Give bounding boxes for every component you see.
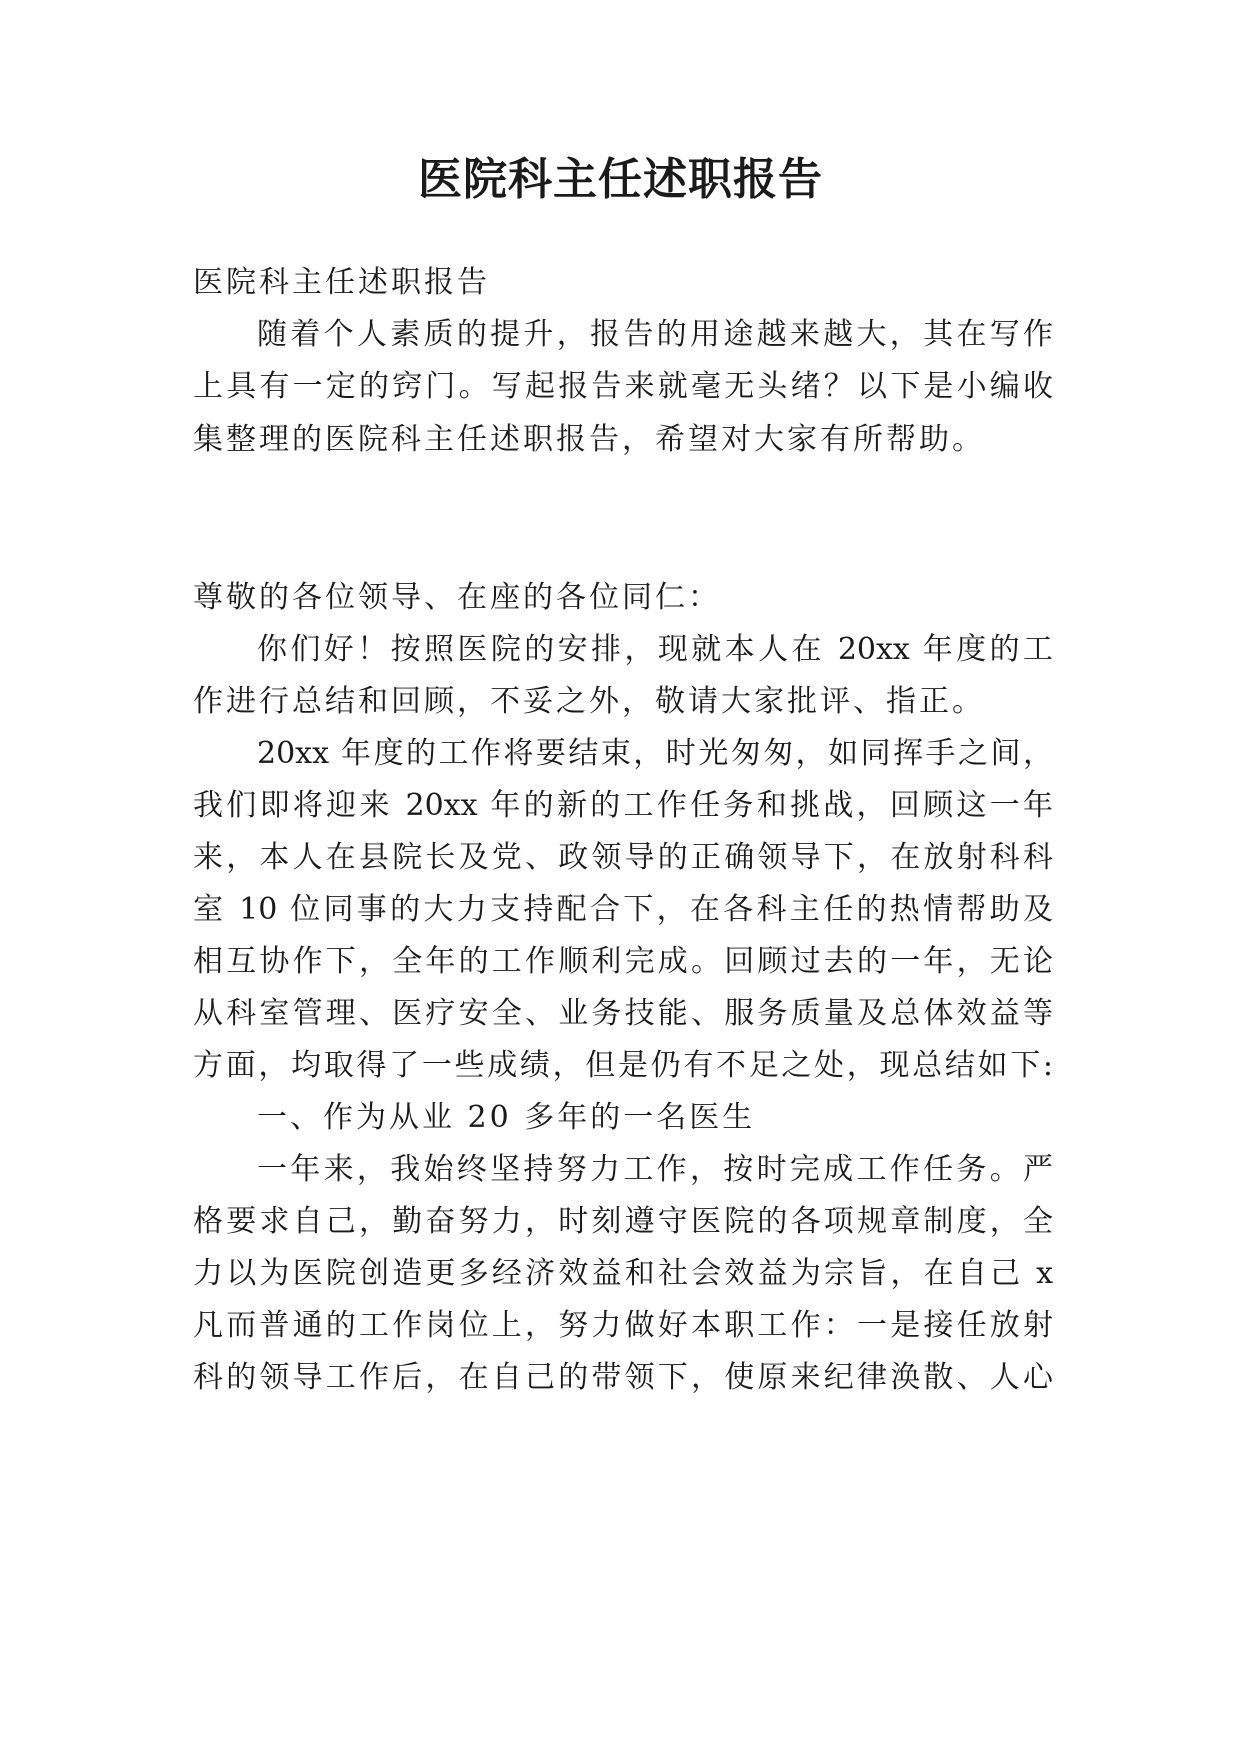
paragraph-line: 集整理的医院科主任述职报告，希望对大家有所帮助。 <box>193 422 985 457</box>
paragraph-line: 作进行总结和回顾，不妥之外，敬请大家批评、指正。 <box>193 684 985 719</box>
paragraph-line: 我们即将迎来 20xx 年的新的工作任务和挑战，回顾这一年 <box>193 788 1053 823</box>
paragraph-line: 凡而普通的工作岗位上，努力做好本职工作：一是接任放射 <box>193 1308 1053 1343</box>
paragraph-line: 方面，均取得了一些成绩，但是仍有不足之处，现总结如下: <box>193 1048 1053 1083</box>
paragraph-line: 相互协作下，全年的工作顺利完成。回顾过去的一年，无论 <box>193 944 1053 979</box>
document-title: 医院科主任述职报告 <box>418 154 823 205</box>
paragraph-line: 室 10 位同事的大力支持配合下，在各科主任的热情帮助及 <box>193 892 1053 927</box>
paragraph-line: 力以为医院创造更多经济效益和社会效益为宗旨，在自己 x <box>193 1256 1053 1291</box>
paragraph-line: 20xx 年度的工作将要结束，时光匆匆，如同挥手之间， <box>257 736 1053 771</box>
subtitle-line: 医院科主任述职报告 <box>193 265 490 300</box>
paragraph-line: 来，本人在县院长及党、政领导的正确领导下，在放射科科 <box>193 840 1053 875</box>
paragraph-line: 上具有一定的窍门。写起报告来就毫无头绪？以下是小编收 <box>193 369 1053 404</box>
section-heading: 一、作为从业 20 多年的一名医生 <box>257 1100 756 1135</box>
paragraph-line: 从科室管理、医疗安全、业务技能、服务质量及总体效益等 <box>193 996 1053 1031</box>
salutation-line: 尊敬的各位领导、在座的各位同仁： <box>193 580 721 615</box>
paragraph-line: 格要求自己，勤奋努力，时刻遵守医院的各项规章制度，全 <box>193 1204 1053 1239</box>
paragraph-line: 科的领导工作后，在自己的带领下，使原来纪律涣散、人心 <box>193 1360 1053 1395</box>
paragraph-line: 你们好！按照医院的安排，现就本人在 20xx 年度的工 <box>257 632 1053 667</box>
paragraph-line: 一年来，我始终坚持努力工作，按时完成工作任务。严 <box>257 1152 1053 1187</box>
paragraph-line: 随着个人素质的提升，报告的用途越来越大，其在写作 <box>257 317 1053 352</box>
